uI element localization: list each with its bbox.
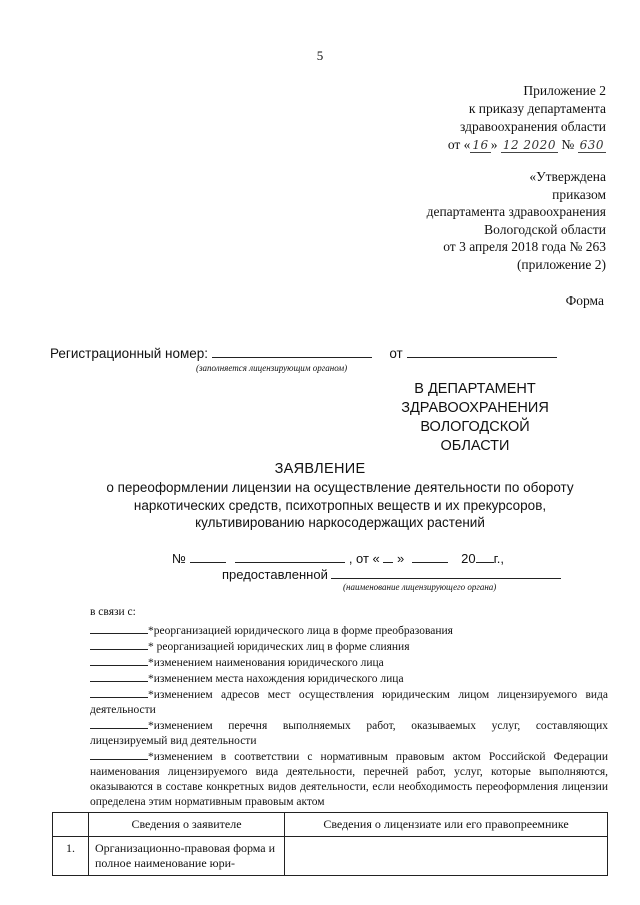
subtitle-line: о переоформлении лицензии на осуществление деятельности по обороту <box>106 480 574 495</box>
table-header-licensee: Сведения о лицензиате или его правопреемнике <box>285 813 608 837</box>
addressee-line: ЗДРАВООХРАНЕНИЯ <box>401 400 549 416</box>
date-mid: » <box>490 137 501 152</box>
reason-checkbox-field[interactable] <box>90 749 148 760</box>
addressee-line: ОБЛАСТИ <box>440 438 510 454</box>
table-header-applicant: Сведения о заявителе <box>89 813 285 837</box>
subtitle-line: культивированию наркосодержащих растений <box>195 515 485 530</box>
month-field[interactable] <box>412 550 448 563</box>
reason-item: *реорганизацией юридического лица в форме преобразования <box>90 623 608 639</box>
table-header-num <box>53 813 89 837</box>
approval-line: департамента здравоохранения <box>426 204 606 219</box>
license-number-field[interactable] <box>235 550 345 563</box>
provided-line <box>222 566 561 582</box>
reasons-list <box>90 605 608 810</box>
reason-checkbox-field[interactable] <box>90 623 148 634</box>
reason-checkbox-field[interactable] <box>90 671 148 682</box>
reasons-lead: в связи с: <box>90 606 136 618</box>
reason-item: *изменением в соответствии с нормативным правовым актом Российской Федерации наименования лицензируемого вида деятельности, перечней работ, услуг, которые выполняются, оказываются в составе конкретных видов деятельности, если необходимость переоформления лицензии определена этим нормативным правовым актом <box>90 751 608 808</box>
form-label: Форма <box>565 293 604 308</box>
appendix-line: к приказу департамента <box>468 101 606 116</box>
appendix-date-line <box>448 136 606 154</box>
provided-label: предоставленной <box>222 567 328 582</box>
license-number-line <box>172 550 504 566</box>
document-subtitle <box>80 479 600 532</box>
registration-label: Регистрационный номер: <box>50 346 209 361</box>
row-value-field[interactable] <box>285 837 608 876</box>
year-field[interactable] <box>476 550 494 563</box>
handwritten-month-year: 12 2020 <box>502 138 556 152</box>
registration-line <box>50 345 557 361</box>
addressee-block <box>360 380 590 456</box>
reason-item: *изменением места нахождения юридического лица <box>90 671 608 687</box>
reason-checkbox-field[interactable] <box>90 687 148 698</box>
document-title: ЗАЯВЛЕНИЕ <box>274 461 366 477</box>
table-header-row <box>53 813 608 837</box>
approval-line: приказом <box>552 186 606 202</box>
reason-item: *изменением адресов мест осуществления юридическим лицом лицензируемого вида деятельности <box>90 689 608 716</box>
approval-line: «Утверждена <box>529 169 606 184</box>
applicant-info-table <box>52 812 608 876</box>
quote-close: » <box>397 551 405 566</box>
reason-item: *изменением наименования юридического лица <box>90 655 608 671</box>
from-label: , от « <box>348 551 380 566</box>
year-prefix: 20 <box>461 551 476 566</box>
row-number: 1. <box>53 837 89 876</box>
license-series-field[interactable] <box>190 550 226 563</box>
appendix-line: Приложение 2 <box>523 83 606 98</box>
registration-date-field[interactable] <box>407 345 557 358</box>
addressee-line: В ДЕПАРТАМЕНТ <box>414 381 536 397</box>
registration-from-label: от <box>389 346 403 361</box>
num-sign: № <box>172 551 186 566</box>
addressee-line: ВОЛОГОДСКОЙ <box>420 419 530 435</box>
subtitle-line: наркотических средств, психотропных веществ и их прекурсоров, <box>133 497 547 513</box>
handwritten-day: 16 <box>472 138 489 152</box>
approval-line: (приложение 2) <box>516 256 606 272</box>
table-row <box>53 837 608 876</box>
date-prefix: от « <box>447 137 471 152</box>
reason-checkbox-field[interactable] <box>90 718 148 729</box>
provided-note: (наименование лицензирующего органа) <box>343 582 497 592</box>
approval-line: от 3 апреля 2018 года № 263 <box>443 239 606 254</box>
reason-item: *изменением перечня выполняемых работ, оказываемых услуг, составляющих лицензируемый вид деятельности <box>90 720 608 747</box>
appendix-line: здравоохранения области <box>459 119 606 134</box>
reason-item: * реорганизацией юридических лиц в форме слияния <box>90 639 608 655</box>
number-prefix: № <box>557 137 578 152</box>
registration-number-field[interactable] <box>212 345 372 358</box>
appendix-block <box>448 82 606 154</box>
approval-block <box>427 168 606 273</box>
day-field[interactable] <box>383 550 393 563</box>
reason-checkbox-field[interactable] <box>90 655 148 666</box>
licensing-authority-field[interactable] <box>331 566 561 579</box>
registration-note: (заполняется лицензирующим органом) <box>196 363 348 373</box>
approval-line: Вологодской области <box>484 221 606 237</box>
row-label: Организационно-правовая форма и полное наименование юри- <box>89 837 285 876</box>
handwritten-order-number: 630 <box>579 138 604 152</box>
year-suffix: г., <box>493 551 505 566</box>
reason-checkbox-field[interactable] <box>90 639 148 650</box>
page-number: 5 <box>316 48 324 63</box>
